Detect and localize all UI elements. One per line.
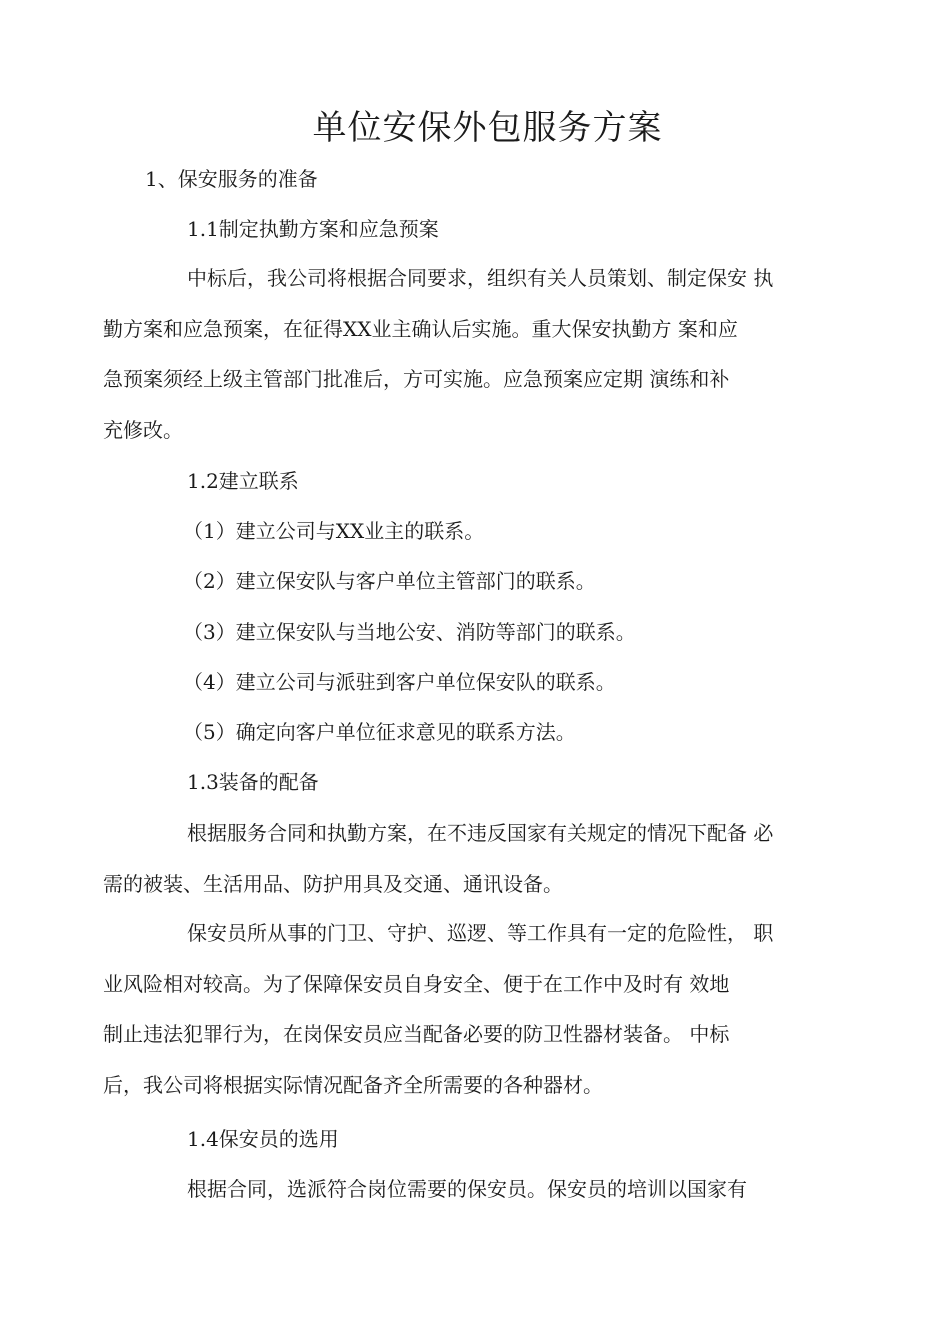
section-1-1-paragraph <box>103 253 835 455</box>
list-item: （5）确定向客户单位征求意见的联系方法。 <box>183 720 576 744</box>
section-1-2-heading: 1.2建立联系 <box>187 469 299 493</box>
paragraph-line: 充修改。 <box>103 417 183 442</box>
paragraph-line: 根据服务合同和执勤方案，在不违反国家有关规定的情况下配备 必 <box>187 821 774 845</box>
paragraph-line: 根据合同，选派符合岗位需要的保安员。保安员的培训以国家有 <box>187 1177 747 1201</box>
list-item: （3）建立保安队与当地公安、消防等部门的联系。 <box>183 620 636 644</box>
paragraph-line: 制止违法犯罪行为，在岗保安员应当配备必要的防卫性器材装备。 中标 <box>103 1022 730 1046</box>
list-item: （4）建立公司与派驻到客户单位保安队的联系。 <box>183 670 616 694</box>
section-1-4-heading: 1.4保安员的选用 <box>187 1127 339 1151</box>
section-1-1-heading: 1.1制定执勤方案和应急预案 <box>187 217 439 241</box>
section-1-3-paragraph-1 <box>103 808 835 909</box>
list-item: （1）建立公司与XX业主的联系。 <box>183 519 485 543</box>
section-1-4-paragraph <box>145 1164 835 1215</box>
paragraph-line: 中标后，我公司将根据合同要求，组织有关人员策划、制定保安 执 <box>187 266 774 290</box>
list-item: （2）建立保安队与客户单位主管部门的联系。 <box>183 569 596 593</box>
paragraph-line: 勤方案和应急预案，在征得XX业主确认后实施。重大保安执勤方 案和应 <box>103 316 738 341</box>
paragraph-line: 急预案须经上级主管部门批准后，方可实施。应急预案应定期 演练和补 <box>103 367 730 391</box>
paragraph-line: 业风险相对较高。为了保障保安员自身安全、便于在工作中及时有 效地 <box>103 971 730 996</box>
document-title: 单位安保外包服务方案 <box>312 108 663 148</box>
section-1-3-paragraph-2 <box>103 908 835 1110</box>
section-1-3-heading: 1.3装备的配备 <box>187 770 319 794</box>
paragraph-line: 需的被装、生活用品、防护用具及交通、通讯设备。 <box>103 871 563 896</box>
paragraph-line: 保安员所从事的门卫、守护、巡逻、等工作具有一定的危险性， 职 <box>187 921 774 945</box>
paragraph-line: 后，我公司将根据实际情况配备齐全所需要的各种器材。 <box>103 1072 603 1097</box>
section-1-heading: 1、保安服务的准备 <box>145 167 318 191</box>
